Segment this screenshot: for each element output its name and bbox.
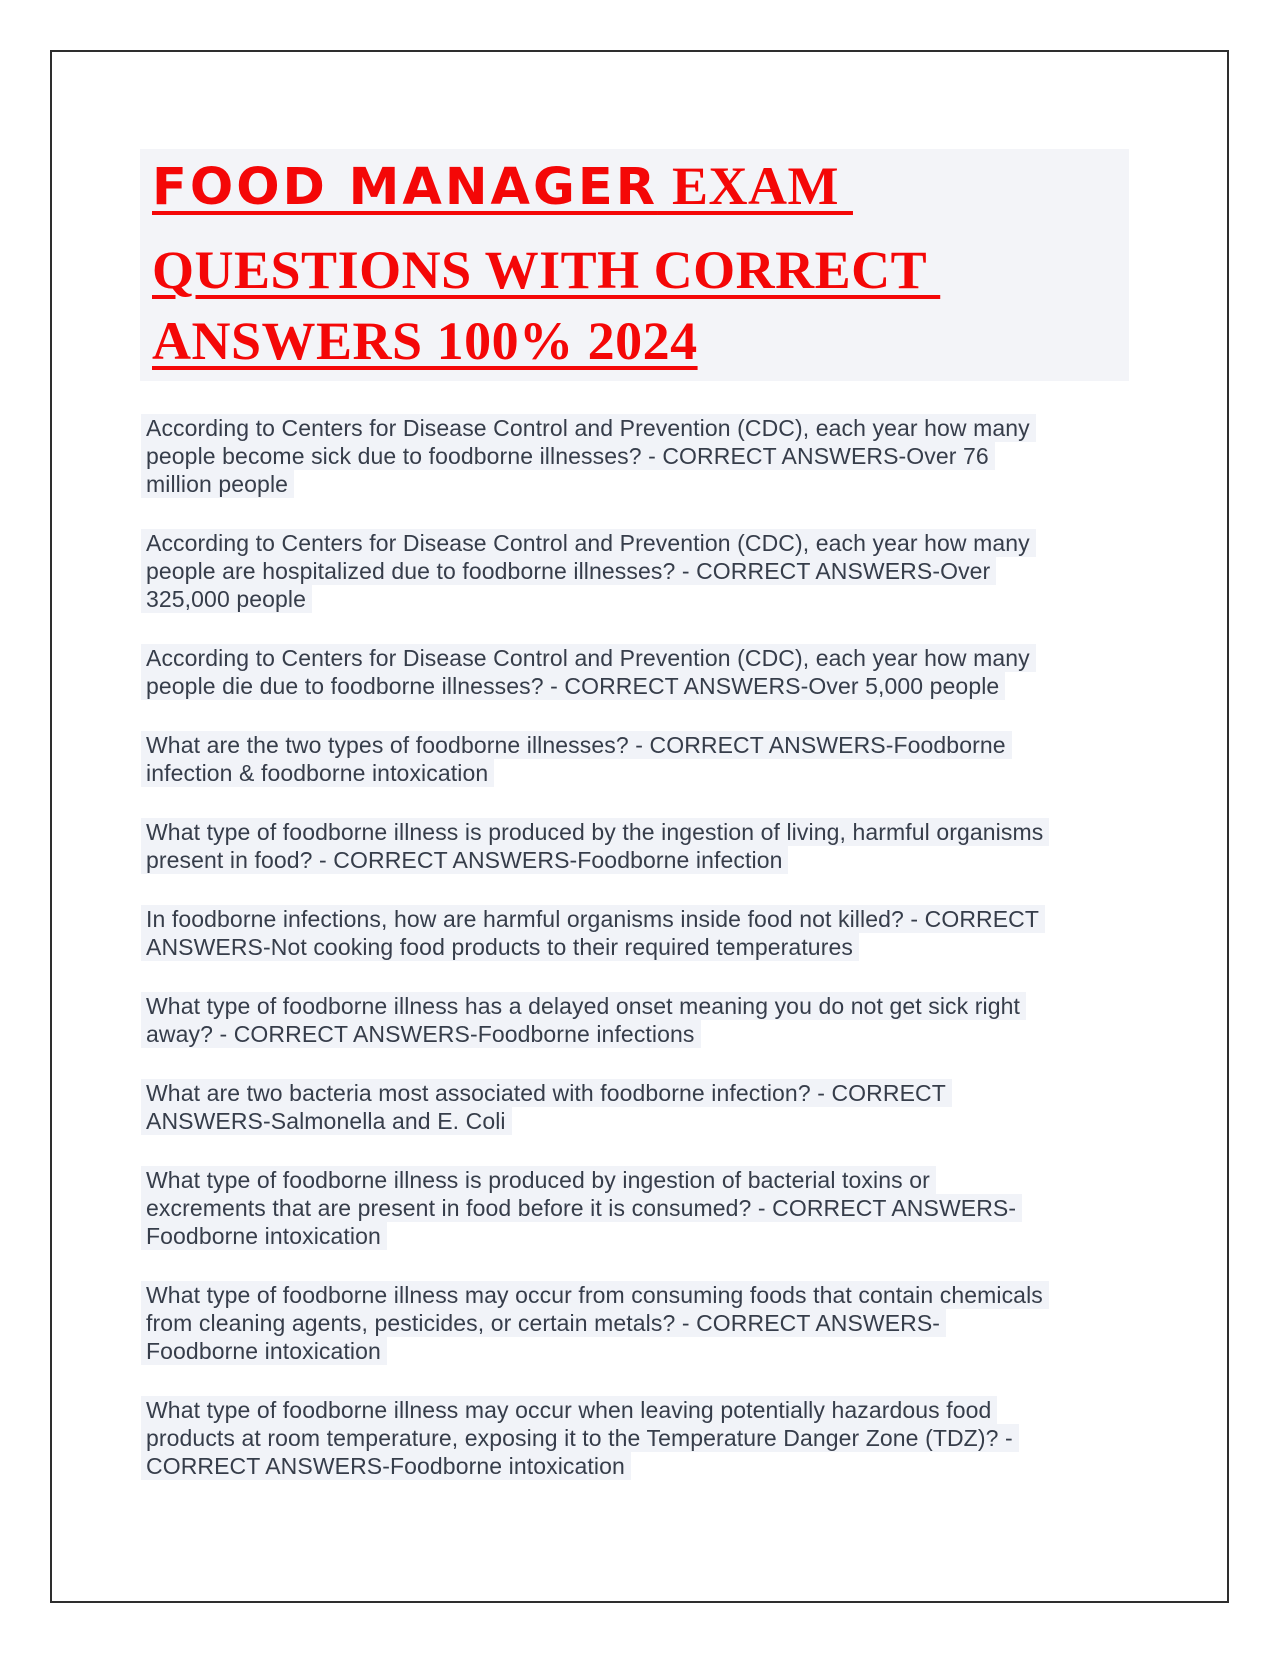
qa-line: people become sick due to foodborne illnesses? - CORRECT ANSWERS-Over 76 <box>141 442 995 470</box>
qa-line: products at room temperature, exposing it to the Temperature Danger Zone (TDZ)? - <box>141 1424 1019 1452</box>
qa-line: What type of foodborne illness may occur when leaving potentially hazardous food <box>141 1396 997 1424</box>
qa-paragraph <box>141 1079 1181 1135</box>
document-title-block <box>140 149 1129 381</box>
qa-line: According to Centers for Disease Control and Prevention (CDC), each year how many <box>141 414 1036 442</box>
qa-paragraph <box>141 992 1181 1048</box>
qa-line: ANSWERS-Salmonella and E. Coli <box>141 1107 512 1135</box>
qa-line: Foodborne intoxication <box>141 1337 387 1365</box>
qa-line: In foodborne infections, how are harmful organisms inside food not killed? - CORRECT <box>141 905 1045 933</box>
title-line-3: ANSWERS 100% 2024 <box>152 311 698 371</box>
qa-paragraph <box>141 1281 1181 1365</box>
qa-line: What type of foodborne illness is produced by ingestion of bacterial toxins or <box>141 1166 936 1194</box>
qa-paragraph <box>141 731 1181 787</box>
qa-line: away? - CORRECT ANSWERS-Foodborne infections <box>141 1020 701 1048</box>
qa-paragraph <box>141 1166 1181 1250</box>
qa-line: infection & foodborne intoxication <box>141 759 494 787</box>
qa-line: 325,000 people <box>141 585 312 613</box>
qa-line: excrements that are present in food before it is consumed? - CORRECT ANSWERS- <box>141 1194 1022 1222</box>
qa-line: According to Centers for Disease Control and Prevention (CDC), each year how many <box>141 529 1036 557</box>
qa-line: What type of foodborne illness is produced by the ingestion of living, harmful organisms <box>141 818 1049 846</box>
qa-line: What type of foodborne illness may occur from consuming foods that contain chemicals <box>141 1281 1049 1309</box>
title-line-1 <box>152 151 1129 235</box>
qa-line: people are hospitalized due to foodborne illnesses? - CORRECT ANSWERS-Over <box>141 557 996 585</box>
qa-line: According to Centers for Disease Control and Prevention (CDC), each year how many <box>141 644 1036 672</box>
qa-line: What type of foodborne illness has a delayed onset meaning you do not get sick right <box>141 992 1026 1020</box>
qa-paragraph <box>141 818 1181 874</box>
qa-line: from cleaning agents, pesticides, or certain metals? - CORRECT ANSWERS- <box>141 1309 946 1337</box>
qa-line: What are two bacteria most associated with foodborne infection? - CORRECT <box>141 1079 952 1107</box>
title-line1-serif-text: EXAM <box>657 156 853 216</box>
qa-line: CORRECT ANSWERS-Foodborne intoxication <box>141 1452 631 1480</box>
qa-paragraph <box>141 905 1181 961</box>
qa-line: What are the two types of foodborne illnesses? - CORRECT ANSWERS-Foodborne <box>141 731 1012 759</box>
title-line1-sans-text: FOOD MANAGER <box>152 158 658 217</box>
qa-list <box>141 414 1181 1511</box>
title-line-2: QUESTIONS WITH CORRECT <box>152 240 941 300</box>
qa-line: million people <box>141 470 294 498</box>
qa-line: Foodborne intoxication <box>141 1222 387 1250</box>
qa-line: people die due to foodborne illnesses? - CORRECT ANSWERS-Over 5,000 people <box>141 672 1005 700</box>
qa-paragraph <box>141 414 1181 498</box>
qa-line: ANSWERS-Not cooking food products to their required temperatures <box>141 933 859 961</box>
qa-line: present in food? - CORRECT ANSWERS-Foodborne infection <box>141 846 788 874</box>
qa-paragraph <box>141 1396 1181 1480</box>
qa-paragraph <box>141 529 1181 613</box>
qa-paragraph <box>141 644 1181 700</box>
document-page <box>50 50 1229 1603</box>
